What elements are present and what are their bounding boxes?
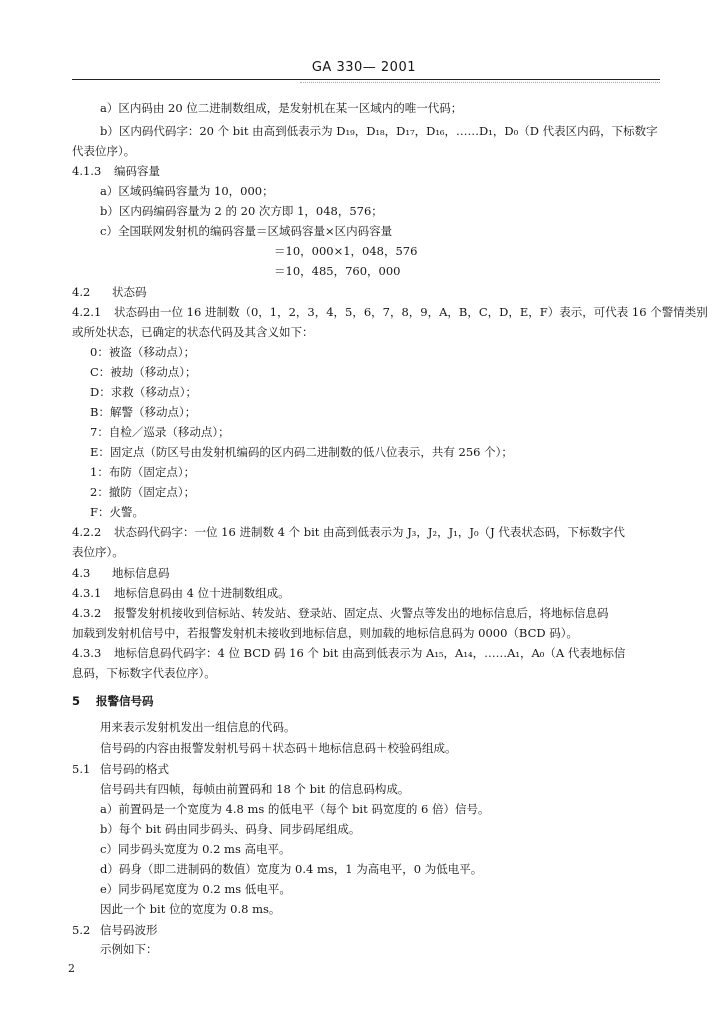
clause-text: 状态码由一位 16 进制数（0，1，2，3，4，5，6，7，8，9，A，B，C，D，E，F）表示，可代表 16 个警情类别 (114, 305, 708, 319)
text-line: 信号码的内容由报警发射机号码＋状态码＋地标信息码＋校验码组成。 (100, 741, 457, 755)
clause-text: 地标信息码由 4 位十进制数组成。 (114, 586, 290, 600)
text-line: C：被劫（移动点）； (90, 365, 197, 379)
text-line: ＝10，000×1，048，576 (274, 244, 418, 258)
clause-4-3-1 (0, 586, 712, 600)
standard-code-header: GA 330— 2001 (311, 60, 416, 75)
text-line: 息码，下标数字代表位序）。 (72, 666, 216, 680)
text-line: b）每个 bit 码由同步码头、码身、同步码尾组成。 (100, 822, 361, 836)
text-line: B：解警（移动点）； (90, 405, 197, 419)
clause-4-2-2 (0, 525, 712, 539)
text-line: 2：撤防（固定点）； (90, 485, 196, 499)
clause-number: 4.3.2 (72, 606, 102, 620)
clause-title: 编码容量 (114, 164, 160, 178)
clause-4-2-1 (0, 305, 712, 319)
text-line: b）区内码代码字：20 个 bit 由高到低表示为 D₁₉，D₁₈，D₁₇，D₁₆，……D₁，D₀（D 代表区内码，下标数字 (100, 124, 658, 138)
clause-4-2 (0, 285, 712, 299)
clause-5-1 (0, 762, 712, 776)
clause-number: 4.3.3 (72, 646, 102, 660)
clause-number: 4.2 (72, 285, 91, 299)
section-title: 报警信号码 (96, 694, 154, 708)
text-line: a）前置码是一个宽度为 4.8 ms 的低电平（每个 bit 码宽度的 6 倍）信号。 (100, 802, 490, 816)
text-line: F：火警。 (90, 505, 144, 519)
text-line: 1：布防（固定点）； (90, 465, 196, 479)
text-line: a）区域码编码容量为 10，000； (100, 184, 274, 198)
clause-title: 状态码 (112, 285, 147, 299)
text-line: d）码身（即二进制码的数值）宽度为 0.4 ms，1 为高电平，0 为低电平。 (100, 862, 483, 876)
header-rule (72, 79, 660, 80)
clause-number: 4.2.2 (72, 525, 102, 539)
section-number: 5 (72, 694, 81, 708)
section-5 (0, 694, 712, 708)
text-line: 用来表示发射机发出一组信息的代码。 (100, 720, 296, 734)
text-line: 因此一个 bit 位的宽度为 0.8 ms。 (100, 902, 281, 916)
text-line: 0：被盗（移动点）； (90, 345, 196, 359)
text-line: e）同步码尾宽度为 0.2 ms 低电平。 (100, 882, 291, 896)
text-line: c）同步码头宽度为 0.2 ms 高电平。 (100, 842, 291, 856)
clause-5-2 (0, 923, 712, 937)
clause-4-3 (0, 566, 712, 580)
text-line: ＝10，485，760，000 (274, 264, 401, 278)
clause-text: 状态码代码字：一位 16 进制数 4 个 bit 由高到低表示为 J₃，J₂，J₁，J₀（J 代表状态码，下标数字代 (114, 525, 625, 539)
text-line: 代表位序）。 (72, 144, 136, 158)
page-number: 2 (68, 962, 75, 975)
clause-title: 信号码的格式 (100, 762, 169, 776)
text-line: 加载到发射机信号中，若报警发射机未接收到地标信息，则加载的地标信息码为 0000（BCD 码）。 (72, 626, 579, 640)
text-line: 表位序）。 (72, 545, 124, 559)
header-rule-faint (300, 82, 660, 83)
text-line: 示例如下： (100, 942, 158, 956)
clause-text: 地标信息码代码字：4 位 BCD 码 16 个 bit 由高到低表示为 A₁₅，A₁₄，……A₁，A₀（A 代表地标信 (114, 646, 626, 660)
text-line: 信号码共有四帧，每帧由前置码和 18 个 bit 的信息码构成。 (100, 782, 410, 796)
clause-number: 5.2 (72, 923, 91, 937)
text-line: a）区内码由 20 位二进制数组成，是发射机在某一区域内的唯一代码； (100, 101, 463, 115)
clause-4-3-3 (0, 646, 712, 660)
text-line: D：求救（移动点）； (90, 385, 197, 399)
text-line: b）区内码编码容量为 2 的 20 次方即 1，048，576； (100, 204, 383, 218)
clause-title: 信号码波形 (100, 923, 158, 937)
clause-number: 4.2.1 (72, 305, 102, 319)
clause-4-3-2 (0, 606, 712, 620)
clause-text: 报警发射机接收到信标站、转发站、登录站、固定点、火警点等发出的地标信息后，将地标信息码 (114, 606, 609, 620)
clause-title: 地标信息码 (112, 566, 170, 580)
text-line: c）全国联网发射机的编码容量＝区域码容量×区内码容量 (100, 224, 393, 238)
text-line: 7：自检／巡录（移动点）； (90, 425, 230, 439)
clause-4-1-3 (0, 164, 712, 178)
text-line: E：固定点（防区号由发射机编码的区内码二进制数的低八位表示，共有 256 个）； (90, 445, 513, 459)
clause-number: 4.3.1 (72, 586, 102, 600)
clause-number: 4.3 (72, 566, 91, 580)
clause-number: 4.1.3 (72, 164, 102, 178)
text-line: 或所处状态，已确定的状态代码及其含义如下： (72, 325, 314, 339)
clause-number: 5.1 (72, 762, 91, 776)
